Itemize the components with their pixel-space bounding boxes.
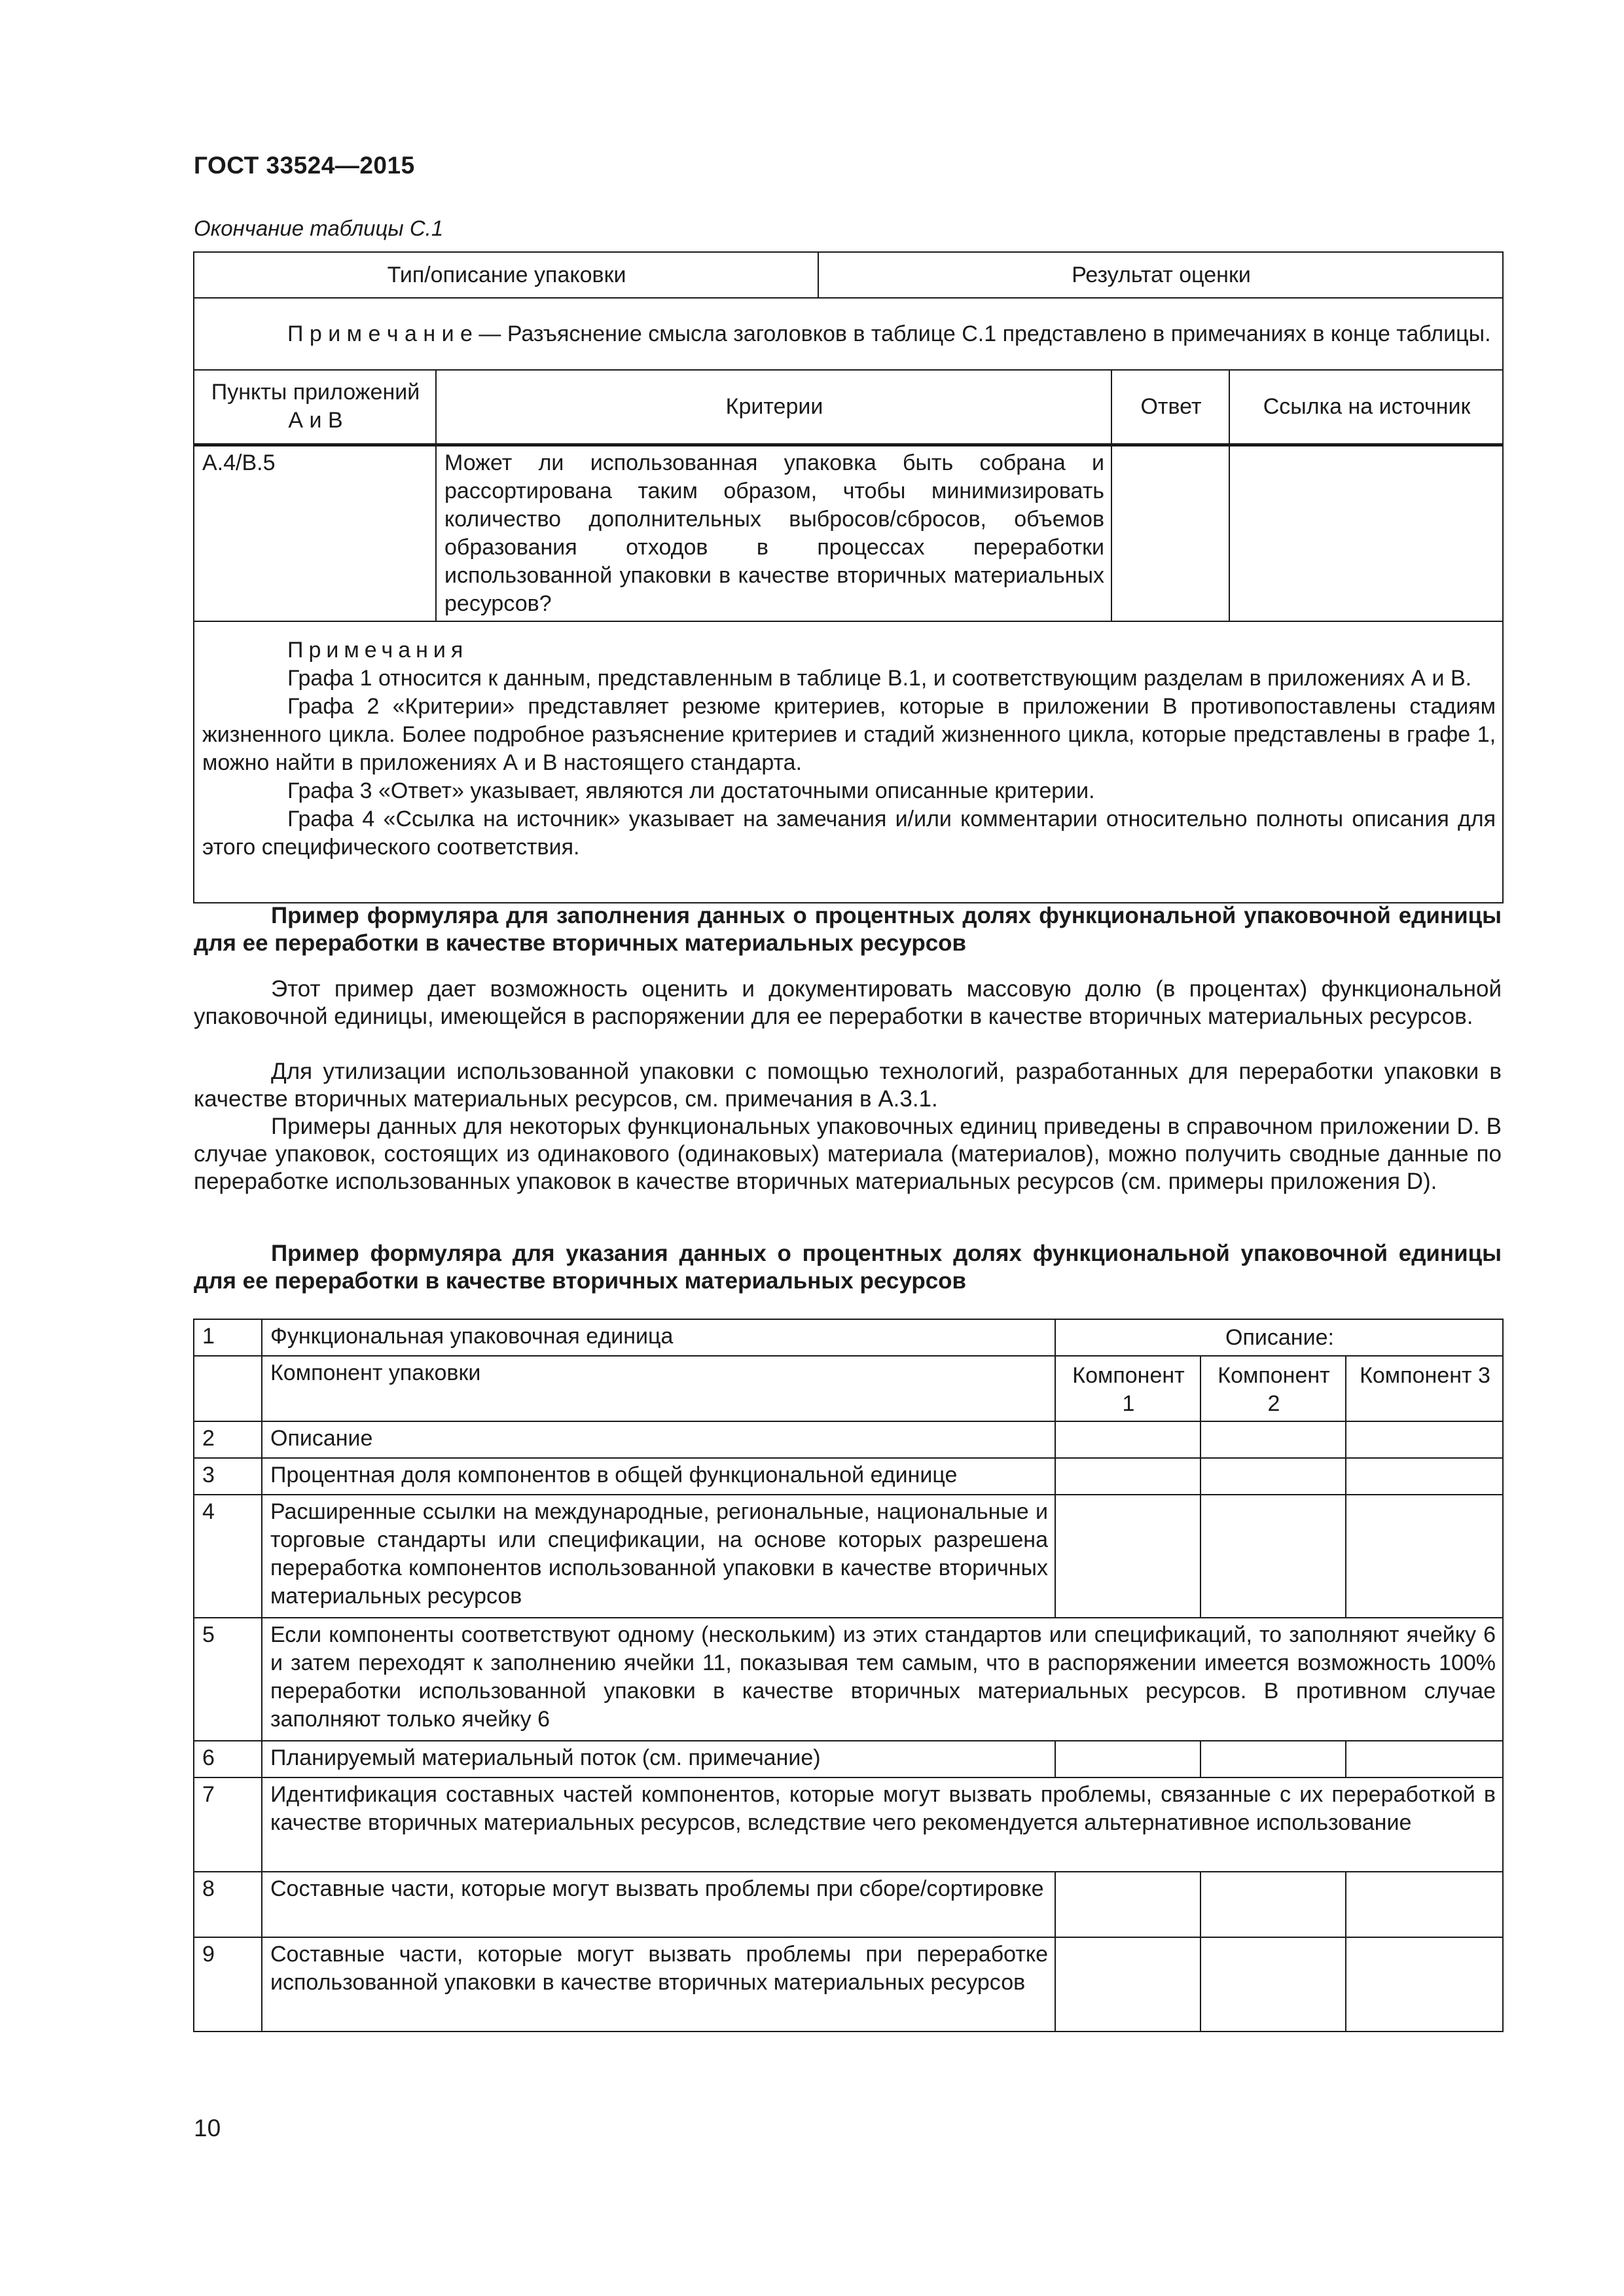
col-header-answer: Ответ: [1111, 370, 1229, 445]
input-cell[interactable]: [1055, 1495, 1200, 1618]
table-c1: [193, 251, 1504, 903]
row-text: Составные части, которые могут вызвать проблемы при переработке использованной упаковки в качестве вторичных материальных ресурсов: [262, 1937, 1055, 2032]
row-text: Если компоненты соответствуют одному (нескольким) из этих стандартов или спецификаций, то заполняют ячейку 6 и затем переходят к заполнению ячейки 11, показывая тем самым, что в распоряжении имеется возможность 100% переработки использованной упаковки в качестве вторичных материальных ресурсов. В противном случае заполняют только ячейку 6: [262, 1618, 1503, 1741]
component-label: Компонент упаковки: [262, 1356, 1055, 1421]
component-3-header: Компонент 3: [1346, 1356, 1503, 1421]
input-cell[interactable]: [1200, 1458, 1346, 1495]
row-number: 5: [194, 1618, 262, 1741]
col-header-result: Результат оценки: [818, 252, 1503, 298]
input-cell[interactable]: [1346, 1937, 1503, 2032]
paragraph-2: Для утилизации использованной упаковки с помощью технологий, разработанных для переработки упаковки в качестве вторичных материальных ресурсов, см. примечания в А.3.1.: [194, 1059, 1502, 1112]
input-cell[interactable]: [1200, 1421, 1346, 1458]
row-text: Идентификация составных частей компонентов, которые могут вызвать проблемы, связанные с их переработкой в качестве вторичных материальных ресурсов, вследствие чего рекомендуется альтернативное использование: [262, 1777, 1503, 1872]
row-answer-cell: [1111, 445, 1229, 621]
input-cell[interactable]: [1200, 1741, 1346, 1777]
input-cell[interactable]: [1346, 1458, 1503, 1495]
table-note-top: П р и м е ч а н и е — Разъяснение смысла заголовков в таблице С.1 представлено в примечаниях в конце таблицы.: [194, 298, 1503, 370]
input-cell[interactable]: [1055, 1421, 1200, 1458]
page-number: 10: [194, 2115, 221, 2141]
input-cell[interactable]: [1055, 1937, 1200, 2032]
table-caption: Окончание таблицы С.1: [194, 216, 444, 240]
input-cell[interactable]: [1346, 1495, 1503, 1618]
input-cell[interactable]: [1200, 1495, 1346, 1618]
section-title-2: Пример формуляра для указания данных о процентных долях функциональной упаковочной единицы для ее переработки в качестве вторичных материальных ресурсов: [194, 1241, 1502, 1294]
component-2-header: Компонент 2: [1200, 1356, 1346, 1421]
row-number: 4: [194, 1495, 262, 1618]
notes-title: Примечания: [287, 637, 469, 663]
row-number: 9: [194, 1937, 262, 2032]
document-code: ГОСТ 33524—2015: [194, 152, 415, 179]
input-cell[interactable]: [1055, 1872, 1200, 1937]
row-code: А.4/В.5: [194, 445, 436, 621]
input-cell[interactable]: [1200, 1937, 1346, 2032]
row-number: 3: [194, 1458, 262, 1495]
input-cell[interactable]: [1346, 1741, 1503, 1777]
col-header-type: Тип/описание упаковки: [194, 252, 818, 298]
row-text: Составные части, которые могут вызвать проблемы при сборе/сортировке: [262, 1872, 1055, 1937]
form-table: [193, 1319, 1504, 2032]
row-number: 6: [194, 1741, 262, 1777]
input-cell[interactable]: [1200, 1872, 1346, 1937]
description-header: Описание:: [1055, 1319, 1503, 1356]
section-title-1: Пример формуляра для заполнения данных о процентных долях функциональной упаковочной единицы для ее переработки в качестве вторичных материальных ресурсов: [194, 903, 1502, 956]
note-3: Графа 3 «Ответ» указывает, являются ли достаточными описанные критерии.: [287, 778, 1095, 803]
row-text: Расширенные ссылки на международные, региональные, национальные и торговые стандарты или спецификации, на основе которых разрешена переработка компонентов использованной упаковки в качестве вторичных материальных ресурсов: [262, 1495, 1055, 1618]
row-number: 1: [194, 1319, 262, 1356]
col-header-source: Ссылка на источник: [1229, 370, 1503, 445]
functional-unit-label: Функциональная упаковочная единица: [262, 1319, 1055, 1356]
table-notes: [194, 621, 1503, 903]
paragraph-1: Этот пример дает возможность оценить и документировать массовую долю (в процентах) функциональной упаковочной единицы, имеющейся в распоряжении для ее переработки в качестве вторичных материальных ресурсов.: [194, 976, 1502, 1029]
paragraph-3: Примеры данных для некоторых функциональных упаковочных единиц приведены в справочном приложении D. В случае упаковок, состоящих из одинакового (одинаковых) материала (материалов), можно получить сводные данные по переработке использованных упаковок в качестве вторичных материальных ресурсов (см. примеры приложения D).: [194, 1114, 1502, 1194]
row-criteria-text: Может ли использованная упаковка быть собрана и рассортирована таким образом, чтобы минимизировать количество дополнительных выбросов/сбросов, объемов образования отходов в процессах переработки использованной упаковки в качестве вторичных материальных ресурсов?: [436, 445, 1111, 621]
note-4: Графа 4 «Ссылка на источник» указывает на замечания и/или комментарии относительно полноты описания для этого специфического соответствия.: [202, 806, 1496, 860]
col-header-criteria: Критерии: [436, 370, 1111, 445]
input-cell[interactable]: [1055, 1458, 1200, 1495]
col-header-points: Пункты приложений А и В: [194, 370, 436, 445]
note-2: Графа 2 «Критерии» представляет резюме критериев, которые в приложении В противопоставлены стадиям жизненного цикла. Более подробное разъяснение критериев и стадий жизненного цикла, которые представлены в графе 1, можно найти в приложениях А и В настоящего стандарта.: [202, 693, 1496, 775]
input-cell[interactable]: [1055, 1741, 1200, 1777]
input-cell[interactable]: [1346, 1421, 1503, 1458]
row-number: 8: [194, 1872, 262, 1937]
row-text: Планируемый материальный поток (см. примечание): [262, 1741, 1055, 1777]
row-number: 7: [194, 1777, 262, 1872]
row-text: Описание: [262, 1421, 1055, 1458]
component-1-header: Компонент 1: [1055, 1356, 1200, 1421]
row-text: Процентная доля компонентов в общей функциональной единице: [262, 1458, 1055, 1495]
note-1: Графа 1 относится к данным, представленным в таблице В.1, и соответствующим разделам в приложениях А и В.: [287, 665, 1472, 691]
row-number: [194, 1356, 262, 1421]
row-source-cell: [1229, 445, 1503, 621]
input-cell[interactable]: [1346, 1872, 1503, 1937]
row-number: 2: [194, 1421, 262, 1458]
